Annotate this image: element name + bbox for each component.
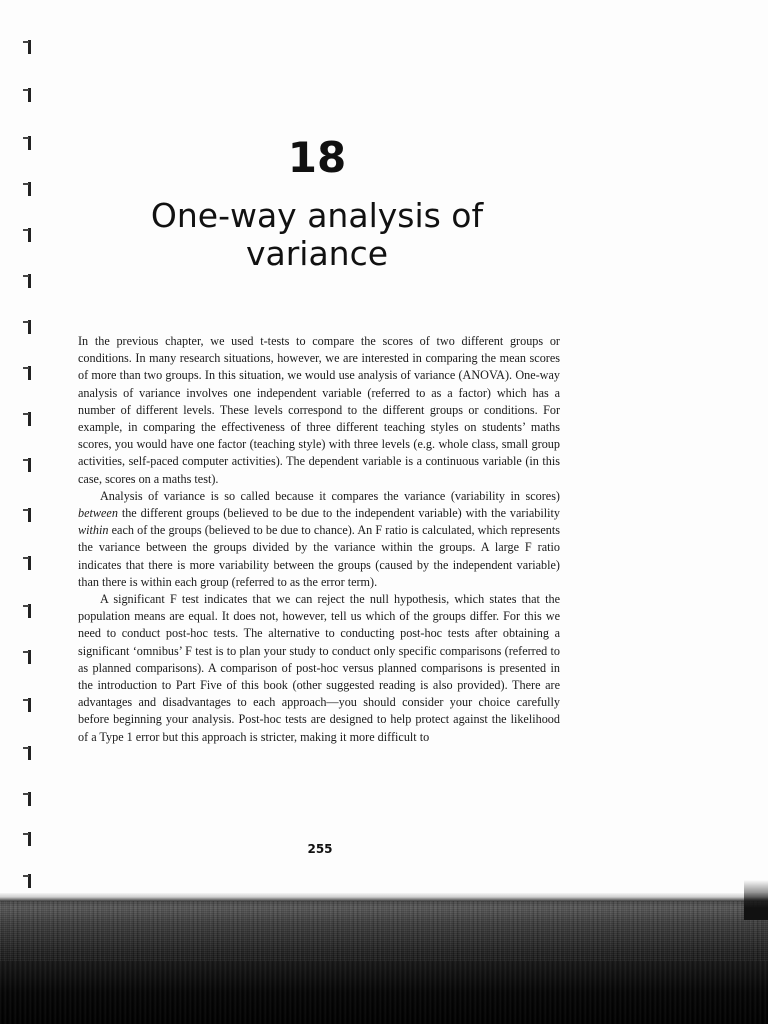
chapter-title-line-1: One-way analysis of — [150, 196, 484, 235]
binding-mark — [20, 182, 32, 196]
text-run: the different groups (believed to be due to the independent variable) with the variability — [117, 506, 560, 521]
binding-mark — [20, 40, 32, 54]
text-run: A significant F test indicates that we can reject the null hypothesis, which states that the population means are equal. It does not, however, tell us which of the groups differ. For this we need to conduct post-hoc tests. The alternative to conducting post-hoc tests after obtaining a significant ‘omnibus’ F test is to plan your study to conduct only specific comparisons (referred to as planned comparisons). A comparison of post-hoc versus planned comparisons is presented in the introduction to Part Five of this book (other suggested reading is also provided). There are advantages and disadvantages to each approach—you should consider your choice carefully before beginning your analysis. Post-hoc tests are designed to help protect against the likelihood of a Type 1 error but this approach is stricter, making it more difficult to — [78, 592, 560, 744]
page-number: 255 — [307, 842, 333, 856]
binding-mark — [20, 746, 32, 760]
chapter-number: 18 — [287, 133, 347, 182]
emphasized-text: within — [78, 523, 109, 538]
text-run: Analysis of variance is so called because it compares the variance (variability in scores) — [100, 488, 560, 503]
binding-mark — [20, 274, 32, 288]
binding-mark — [20, 556, 32, 570]
binding-mark — [20, 650, 32, 664]
chapter-body-text — [78, 333, 560, 746]
paper-bottom-edge — [0, 893, 768, 901]
binding-mark — [20, 458, 32, 472]
scanner-noise — [0, 901, 768, 961]
binding-mark — [20, 320, 32, 334]
binding-mark — [20, 792, 32, 806]
chapter-title — [0, 197, 634, 273]
paragraph-2 — [78, 488, 560, 591]
paragraph-1 — [78, 333, 560, 488]
binding-mark — [20, 88, 32, 102]
binding-mark — [20, 412, 32, 426]
binding-mark — [20, 508, 32, 522]
binding-mark — [20, 698, 32, 712]
text-run: In the previous chapter, we used t-tests to compare the scores of two different groups or conditions. In many research situations, however, we are interested in comparing the mean scores of more than two groups. In this situation, we would use analysis of variance (ANOVA). One-way analysis of variance involves one independent variable (referred to as a factor) which has a number of different levels. These levels correspond to the different groups or conditions. For example, in comparing the effectiveness of three different teaching styles on students’ maths scores, you would have one factor (teaching style) with three levels (e.g. whole class, small group activities, self-paced computer activities). The dependent variable is a continuous variable (in this case, scores on a maths test). — [78, 334, 560, 486]
binding-mark — [20, 604, 32, 618]
text-run: each of the groups (believed to be due to chance). An F ratio is calculated, which represents the variance between the groups divided by the variance within the groups. A large F ratio indicates that there is more variability between the groups (caused by the independent variable) than there is within each group (referred to as the error term). — [78, 523, 560, 589]
scanner-dark-edge — [0, 893, 768, 1024]
page-corner-shadow — [744, 880, 768, 920]
chapter-title-line-2: variance — [245, 234, 389, 273]
binding-mark — [20, 874, 32, 888]
paragraph-3 — [78, 591, 560, 746]
emphasized-text: between — [78, 506, 118, 521]
binding-mark — [20, 366, 32, 380]
